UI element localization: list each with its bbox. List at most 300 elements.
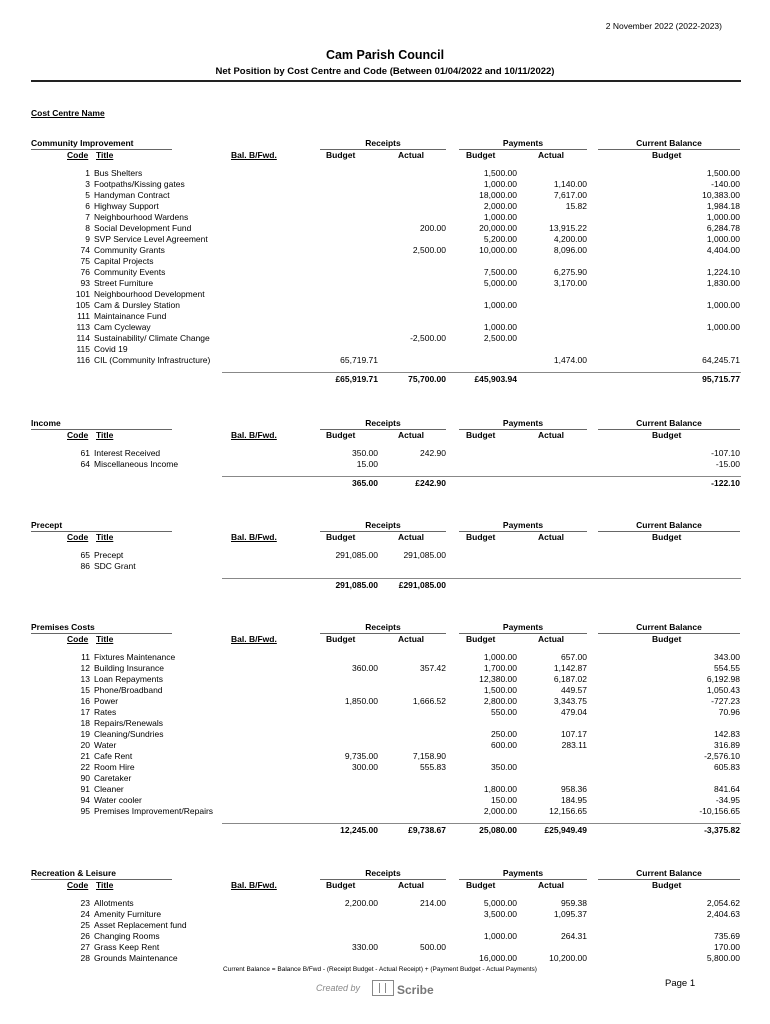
row-title: Sustainability/ Climate Change xyxy=(94,333,210,343)
payments-budget-cell: 350.00 xyxy=(491,762,517,772)
payments-actual-cell: 10,200.00 xyxy=(549,953,587,963)
table-row xyxy=(0,256,770,267)
row-title: SVP Service Level Agreement xyxy=(94,234,208,244)
receipts-budget-header: Budget xyxy=(326,634,356,644)
cost-centre-name-heading: Cost Centre Name xyxy=(31,108,105,118)
row-code: 15 xyxy=(80,685,90,695)
created-by-label: Created by xyxy=(316,983,361,993)
payments-actual-cell: 6,275.90 xyxy=(553,267,587,277)
row-code: 11 xyxy=(81,652,90,662)
receipts-actual-cell: 200.00 xyxy=(420,223,446,233)
receipts-budget-header: Budget xyxy=(326,430,356,440)
payments-actual-cell: 12,156.65 xyxy=(549,806,587,816)
bal-bfwd-column-header: Bal. B/Fwd. xyxy=(231,532,277,542)
total-receipts-actual: 75,700.00 xyxy=(408,374,446,384)
current-balance-cell: 2,404.63 xyxy=(706,909,740,919)
table-row xyxy=(0,773,770,784)
payments-budget-cell: 1,000.00 xyxy=(483,652,517,662)
table-row xyxy=(0,707,770,718)
current-balance-cell: 6,192.98 xyxy=(706,674,740,684)
table-row xyxy=(0,674,770,685)
payments-budget-cell: 1,800.00 xyxy=(483,784,517,794)
total-current-balance: -122.10 xyxy=(711,478,740,488)
payments-budget-cell: 1,000.00 xyxy=(483,179,517,189)
payments-actual-cell: 3,170.00 xyxy=(553,278,587,288)
table-row xyxy=(0,751,770,762)
row-title: Premises Improvement/Repairs xyxy=(94,806,214,816)
receipts-actual-cell: 1,666.52 xyxy=(412,696,446,706)
table-row xyxy=(0,267,770,278)
row-code: 25 xyxy=(80,920,90,930)
receipts-actual-cell: 555.83 xyxy=(420,762,446,772)
receipts-actual-header: Actual xyxy=(398,532,424,542)
table-row xyxy=(0,561,770,572)
payments-budget-cell: 1,700.00 xyxy=(483,663,517,673)
payments-actual-cell: 3,343.75 xyxy=(553,696,587,706)
report-title: Cam Parish Council xyxy=(325,48,445,62)
table-row xyxy=(0,448,770,459)
row-code: 113 xyxy=(76,322,90,332)
table-row xyxy=(0,278,770,289)
payments-actual-header: Actual xyxy=(538,430,564,440)
payments-actual-cell: 6,187.02 xyxy=(553,674,587,684)
payments-budget-cell: 10,000.00 xyxy=(479,245,517,255)
row-title: Grounds Maintenance xyxy=(94,953,178,963)
current-balance-budget-header: Budget xyxy=(652,880,682,890)
table-row xyxy=(0,740,770,751)
table-row xyxy=(0,685,770,696)
row-code: 114 xyxy=(76,333,90,343)
report-subtitle: Net Position by Cost Centre and Code (Between 01/04/2022 and 10/11/2022) xyxy=(215,66,555,77)
total-receipts-budget: 12,245.00 xyxy=(340,825,378,835)
total-payments-budget: 25,080.00 xyxy=(479,825,517,835)
report-date: 2 November 2022 (2022-2023) xyxy=(605,21,722,31)
table-row xyxy=(0,344,770,355)
row-title: Fixtures Maintenance xyxy=(94,652,176,662)
row-code: 75 xyxy=(80,256,90,266)
code-column-header: Code xyxy=(67,880,89,890)
row-code: 7 xyxy=(85,212,90,222)
payments-budget-cell: 1,000.00 xyxy=(483,931,517,941)
bal-bfwd-column-header: Bal. B/Fwd. xyxy=(231,880,277,890)
section-name: Community Improvement xyxy=(31,138,134,148)
scribe-book-icon xyxy=(372,980,394,996)
current-balance-cell: 1,830.00 xyxy=(706,278,740,288)
row-title: Water cooler xyxy=(94,795,142,805)
row-title: Community Events xyxy=(94,267,166,277)
row-code: 76 xyxy=(80,267,90,277)
row-code: 64 xyxy=(80,459,90,469)
row-title: Neighbourhood Development xyxy=(94,289,205,299)
row-code: 12 xyxy=(80,663,90,673)
current-balance-budget-header: Budget xyxy=(652,634,682,644)
payments-actual-cell: 184.95 xyxy=(561,795,587,805)
receipts-actual-cell: 357.42 xyxy=(420,663,446,673)
payments-group-header: Payments xyxy=(502,622,544,632)
row-code: 90 xyxy=(80,773,90,783)
scribe-brand: Scribe xyxy=(397,983,434,997)
receipts-budget-header: Budget xyxy=(326,150,356,160)
payments-actual-cell: 449.57 xyxy=(561,685,587,695)
row-title: CIL (Community Infrastructure) xyxy=(94,355,211,365)
row-code: 13 xyxy=(80,674,90,684)
row-title: Repairs/Renewals xyxy=(94,718,163,728)
table-row xyxy=(0,663,770,674)
payments-actual-cell: 15.82 xyxy=(565,201,587,211)
table-row xyxy=(0,920,770,931)
current-balance-cell: 1,000.00 xyxy=(706,234,740,244)
table-row xyxy=(0,898,770,909)
table-row xyxy=(0,784,770,795)
payments-budget-cell: 12,380.00 xyxy=(479,674,517,684)
code-column-header: Code xyxy=(67,532,89,542)
scribe-logo xyxy=(372,980,434,997)
payments-actual-cell: 1,474.00 xyxy=(553,355,587,365)
current-balance-cell: -140.00 xyxy=(711,179,740,189)
table-row xyxy=(0,729,770,740)
bal-bfwd-column-header: Bal. B/Fwd. xyxy=(231,634,277,644)
cost-centre-section xyxy=(0,868,770,963)
table-row xyxy=(0,190,770,201)
current-balance-budget-header: Budget xyxy=(652,150,682,160)
table-row xyxy=(0,234,770,245)
row-code: 9 xyxy=(85,234,90,244)
table-row xyxy=(0,931,770,942)
table-row xyxy=(0,550,770,561)
table-row xyxy=(0,909,770,920)
section-name: Premises Costs xyxy=(31,622,95,632)
payments-actual-cell: 13,915.22 xyxy=(549,223,587,233)
row-title: Footpaths/Kissing gates xyxy=(94,179,185,189)
section-name: Recreation & Leisure xyxy=(31,868,117,878)
row-code: 116 xyxy=(76,355,90,365)
payments-budget-header: Budget xyxy=(466,150,496,160)
row-title: Building Insurance xyxy=(94,663,164,673)
current-balance-cell: 5,800.00 xyxy=(706,953,740,963)
payments-budget-cell: 2,500.00 xyxy=(483,333,517,343)
bal-bfwd-column-header: Bal. B/Fwd. xyxy=(231,150,277,160)
payments-actual-cell: 4,200.00 xyxy=(553,234,587,244)
payments-actual-cell: 7,617.00 xyxy=(553,190,587,200)
payments-budget-cell: 550.00 xyxy=(491,707,517,717)
payments-actual-cell: 283.11 xyxy=(561,740,587,750)
totals-divider xyxy=(222,476,741,477)
table-row xyxy=(0,289,770,300)
receipts-actual-cell: 242.90 xyxy=(420,448,446,458)
payments-actual-cell: 657.00 xyxy=(561,652,587,662)
receipts-actual-cell: -2,500.00 xyxy=(410,333,446,343)
cost-centre-section xyxy=(0,622,770,835)
table-row xyxy=(0,652,770,663)
total-payments-budget: £45,903.94 xyxy=(474,374,517,384)
row-code: 27 xyxy=(80,942,90,952)
receipts-actual-cell: 500.00 xyxy=(420,942,446,952)
table-row xyxy=(0,762,770,773)
row-title: Amenity Furniture xyxy=(94,909,162,919)
row-code: 8 xyxy=(85,223,90,233)
payments-actual-header: Actual xyxy=(538,880,564,890)
current-balance-cell: -727.23 xyxy=(711,696,740,706)
payments-actual-cell: 959.38 xyxy=(561,898,587,908)
cost-centre-section xyxy=(0,520,770,590)
row-title: Cafe Rent xyxy=(94,751,133,761)
current-balance-cell: 841.64 xyxy=(714,784,740,794)
payments-actual-header: Actual xyxy=(538,634,564,644)
row-title: Asset Replacement fund xyxy=(94,920,187,930)
header-divider xyxy=(31,80,741,82)
receipts-budget-cell: 360.00 xyxy=(352,663,378,673)
row-title: Caretaker xyxy=(94,773,132,783)
cost-centre-section xyxy=(0,138,770,384)
row-title: Neighbourhood Wardens xyxy=(94,212,189,222)
payments-actual-cell: 958.36 xyxy=(561,784,587,794)
table-row xyxy=(0,201,770,212)
row-title: Bus Shelters xyxy=(94,168,143,178)
cost-centre-section xyxy=(0,418,770,488)
row-code: 26 xyxy=(80,931,90,941)
table-row xyxy=(0,245,770,256)
current-balance-cell: 316.89 xyxy=(714,740,740,750)
receipts-actual-header: Actual xyxy=(398,634,424,644)
payments-budget-cell: 600.00 xyxy=(491,740,517,750)
receipts-group-header: Receipts xyxy=(365,138,401,148)
current-balance-cell: 1,500.00 xyxy=(706,168,740,178)
current-balance-cell: 554.55 xyxy=(714,663,740,673)
balance-formula-note: Current Balance = Balance B/Fwd - (Receipt Budget - Actual Receipt) + (Payment Budget - Actual Payments) xyxy=(223,966,537,973)
payments-budget-header: Budget xyxy=(466,880,496,890)
row-title: Loan Repayments xyxy=(94,674,163,684)
current-balance-header: Current Balance xyxy=(636,520,702,530)
row-code: 105 xyxy=(75,300,90,310)
payments-group-header: Payments xyxy=(502,868,544,878)
table-row xyxy=(0,459,770,470)
receipts-group-header: Receipts xyxy=(365,622,401,632)
current-balance-cell: 605.83 xyxy=(714,762,740,772)
table-row xyxy=(0,212,770,223)
payments-actual-cell: 8,096.00 xyxy=(553,245,587,255)
row-title: Miscellaneous Income xyxy=(94,459,179,469)
table-row xyxy=(0,795,770,806)
payments-budget-cell: 1,000.00 xyxy=(483,212,517,222)
current-balance-cell: 1,000.00 xyxy=(706,300,740,310)
current-balance-cell: 343.00 xyxy=(714,652,740,662)
receipts-budget-cell: 65,719.71 xyxy=(340,355,378,365)
row-title: Interest Received xyxy=(94,448,161,458)
payments-budget-cell: 1,000.00 xyxy=(483,322,517,332)
total-receipts-budget: 365.00 xyxy=(352,478,378,488)
current-balance-cell: -10,156.65 xyxy=(699,806,740,816)
row-code: 61 xyxy=(80,448,90,458)
current-balance-cell: 170.00 xyxy=(714,942,740,952)
payments-budget-cell: 5,000.00 xyxy=(483,278,517,288)
row-code: 95 xyxy=(80,806,90,816)
row-code: 115 xyxy=(76,344,90,354)
receipts-budget-cell: 350.00 xyxy=(352,448,378,458)
table-row xyxy=(0,333,770,344)
table-row xyxy=(0,168,770,179)
receipts-budget-header: Budget xyxy=(326,880,356,890)
row-title: Cleaner xyxy=(94,784,124,794)
current-balance-cell: -107.10 xyxy=(711,448,740,458)
payments-actual-header: Actual xyxy=(538,532,564,542)
payments-actual-cell: 107.17 xyxy=(561,729,587,739)
receipts-group-header: Receipts xyxy=(365,520,401,530)
current-balance-cell: 64,245.71 xyxy=(702,355,740,365)
receipts-actual-header: Actual xyxy=(398,880,424,890)
row-code: 5 xyxy=(85,190,90,200)
payments-group-header: Payments xyxy=(502,520,544,530)
row-code: 94 xyxy=(80,795,90,805)
receipts-actual-cell: 214.00 xyxy=(420,898,446,908)
row-code: 91 xyxy=(80,784,90,794)
current-balance-budget-header: Budget xyxy=(652,430,682,440)
total-payments-actual: £25,949.49 xyxy=(544,825,587,835)
row-title: Handyman Contract xyxy=(94,190,170,200)
code-column-header: Code xyxy=(67,430,89,440)
total-receipts-budget: 291,085.00 xyxy=(335,580,378,590)
row-code: 21 xyxy=(80,751,90,761)
current-balance-cell: 2,054.62 xyxy=(706,898,740,908)
title-column-header: Title xyxy=(96,430,114,440)
row-code: 22 xyxy=(80,762,90,772)
receipts-actual-header: Actual xyxy=(398,430,424,440)
total-current-balance: 95,715.77 xyxy=(702,374,740,384)
title-column-header: Title xyxy=(96,532,114,542)
title-column-header: Title xyxy=(96,150,114,160)
row-code: 16 xyxy=(80,696,90,706)
table-row xyxy=(0,806,770,817)
receipts-budget-cell: 1,850.00 xyxy=(344,696,378,706)
row-title: Highway Support xyxy=(94,201,159,211)
total-receipts-actual: £242.90 xyxy=(415,478,446,488)
payments-budget-cell: 2,800.00 xyxy=(483,696,517,706)
row-code: 86 xyxy=(80,561,90,571)
total-receipts-actual: £9,738.67 xyxy=(408,825,446,835)
current-balance-cell: 142.83 xyxy=(714,729,740,739)
row-title: Room Hire xyxy=(94,762,135,772)
row-code: 17 xyxy=(80,707,90,717)
current-balance-cell: 4,404.00 xyxy=(706,245,740,255)
code-column-header: Code xyxy=(67,634,89,644)
row-code: 93 xyxy=(80,278,90,288)
payments-budget-header: Budget xyxy=(466,634,496,644)
total-current-balance: -3,375.82 xyxy=(704,825,740,835)
payments-budget-cell: 5,200.00 xyxy=(483,234,517,244)
row-code: 1 xyxy=(85,168,90,178)
payments-actual-cell: 1,095.37 xyxy=(553,909,587,919)
current-balance-cell: 1,050.43 xyxy=(706,685,740,695)
section-name: Precept xyxy=(31,520,63,530)
title-column-header: Title xyxy=(96,634,114,644)
payments-budget-cell: 5,000.00 xyxy=(483,898,517,908)
row-title: Social Development Fund xyxy=(94,223,192,233)
payments-budget-cell: 1,500.00 xyxy=(483,168,517,178)
payments-actual-cell: 1,140.00 xyxy=(553,179,587,189)
row-code: 19 xyxy=(80,729,90,739)
row-code: 18 xyxy=(80,718,90,728)
current-balance-cell: 1,000.00 xyxy=(706,322,740,332)
receipts-budget-header: Budget xyxy=(326,532,356,542)
receipts-budget-cell: 300.00 xyxy=(352,762,378,772)
payments-budget-cell: 2,000.00 xyxy=(483,806,517,816)
row-title: Cleaning/Sundries xyxy=(94,729,164,739)
current-balance-cell: 10,383.00 xyxy=(702,190,740,200)
row-code: 111 xyxy=(77,311,90,321)
payments-budget-cell: 7,500.00 xyxy=(483,267,517,277)
table-row xyxy=(0,718,770,729)
receipts-actual-header: Actual xyxy=(398,150,424,160)
payments-budget-cell: 250.00 xyxy=(491,729,517,739)
payments-budget-cell: 150.00 xyxy=(491,795,517,805)
current-balance-header: Current Balance xyxy=(636,868,702,878)
current-balance-cell: 6,284.78 xyxy=(706,223,740,233)
row-title: Rates xyxy=(94,707,117,717)
receipts-budget-cell: 15.00 xyxy=(356,459,378,469)
payments-budget-header: Budget xyxy=(466,430,496,440)
payments-budget-header: Budget xyxy=(466,532,496,542)
current-balance-budget-header: Budget xyxy=(652,532,682,542)
current-balance-cell: -2,576.10 xyxy=(704,751,740,761)
current-balance-cell: 1,984.18 xyxy=(706,201,740,211)
total-receipts-budget: £65,919.71 xyxy=(335,374,378,384)
row-code: 74 xyxy=(80,245,90,255)
section-name: Income xyxy=(31,418,61,428)
payments-budget-cell: 20,000.00 xyxy=(479,223,517,233)
receipts-group-header: Receipts xyxy=(365,418,401,428)
current-balance-cell: 1,000.00 xyxy=(706,212,740,222)
payments-group-header: Payments xyxy=(502,138,544,148)
current-balance-cell: 1,224.10 xyxy=(706,267,740,277)
row-title: Grass Keep Rent xyxy=(94,942,160,952)
receipts-budget-cell: 9,735.00 xyxy=(344,751,378,761)
receipts-budget-cell: 291,085.00 xyxy=(335,550,378,560)
receipts-actual-cell: 7,158.90 xyxy=(412,751,446,761)
current-balance-header: Current Balance xyxy=(636,622,702,632)
row-title: Precept xyxy=(94,550,124,560)
bal-bfwd-column-header: Bal. B/Fwd. xyxy=(231,430,277,440)
row-code: 24 xyxy=(80,909,90,919)
table-row xyxy=(0,355,770,366)
table-row xyxy=(0,179,770,190)
current-balance-cell: 70.96 xyxy=(718,707,740,717)
receipts-actual-cell: 291,085.00 xyxy=(403,550,446,560)
payments-budget-cell: 2,000.00 xyxy=(483,201,517,211)
payments-actual-cell: 264.31 xyxy=(561,931,587,941)
row-code: 23 xyxy=(80,898,90,908)
code-column-header: Code xyxy=(67,150,89,160)
current-balance-cell: -34.95 xyxy=(715,795,740,805)
current-balance-cell: -15.00 xyxy=(715,459,740,469)
payments-budget-cell: 3,500.00 xyxy=(483,909,517,919)
row-title: SDC Grant xyxy=(94,561,136,571)
receipts-actual-cell: 2,500.00 xyxy=(412,245,446,255)
row-code: 6 xyxy=(85,201,90,211)
page-number: Page 1 xyxy=(665,978,696,989)
row-title: Water xyxy=(94,740,117,750)
current-balance-header: Current Balance xyxy=(636,418,702,428)
table-row xyxy=(0,953,770,964)
totals-divider xyxy=(222,372,741,373)
row-code: 20 xyxy=(80,740,90,750)
payments-budget-cell: 1,500.00 xyxy=(483,685,517,695)
row-title: Changing Rooms xyxy=(94,931,160,941)
row-title: Covid 19 xyxy=(94,344,128,354)
row-title: Capital Projects xyxy=(94,256,154,266)
row-title: Street Furniture xyxy=(94,278,154,288)
row-title: Cam Cycleway xyxy=(94,322,151,332)
total-receipts-actual: £291,085.00 xyxy=(398,580,446,590)
current-balance-header: Current Balance xyxy=(636,138,702,148)
